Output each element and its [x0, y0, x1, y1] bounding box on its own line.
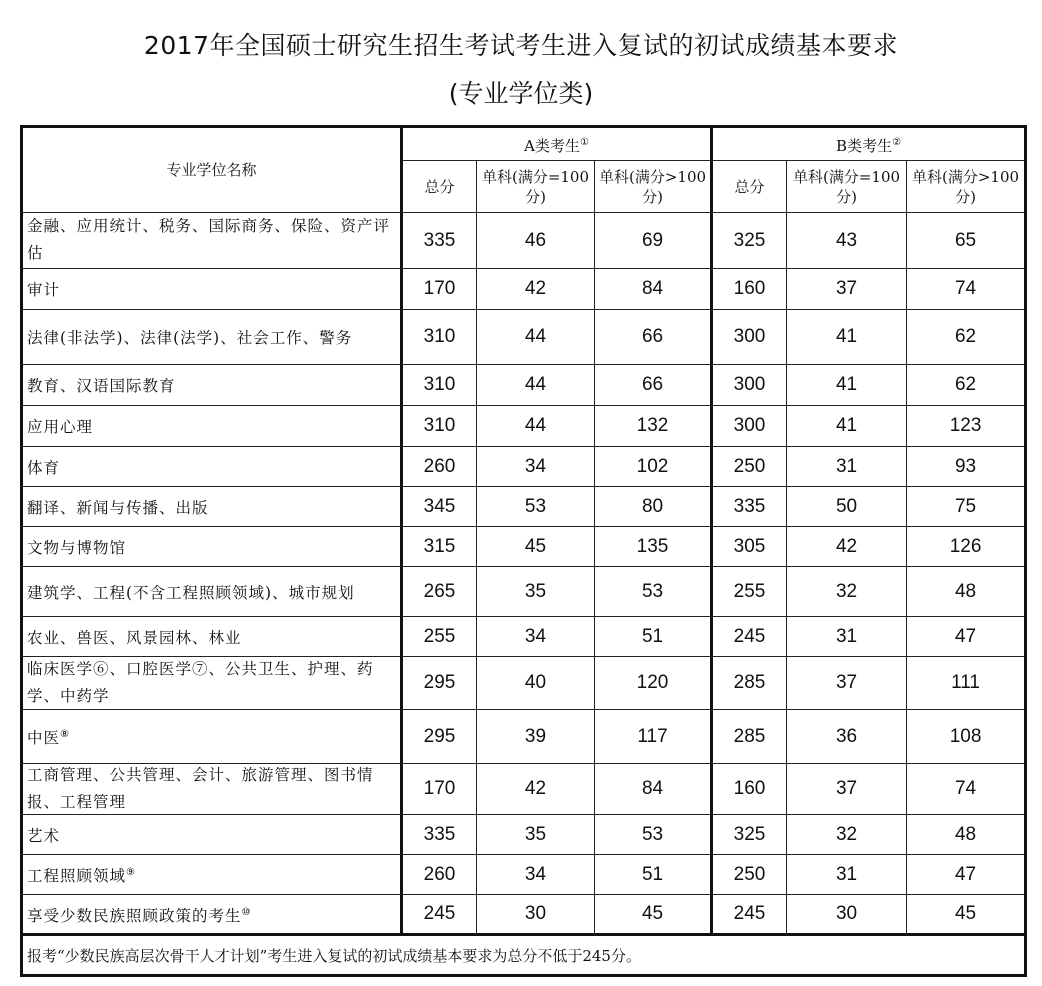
header-name: 专业学位名称	[22, 127, 402, 213]
table-row	[22, 855, 1026, 895]
cell-a-single-gt100: 45	[595, 895, 712, 935]
table-row	[22, 447, 1026, 487]
cell-a-single-gt100: 51	[595, 617, 712, 657]
cell-b-single-gt100: 108	[907, 710, 1026, 764]
cell-b-total: 335	[712, 487, 787, 527]
cell-b-total: 285	[712, 710, 787, 764]
cell-b-total: 255	[712, 567, 787, 617]
cell-b-single-100: 32	[787, 815, 907, 855]
row-name-text: 文物与博物馆	[27, 539, 127, 558]
footer-note: 报考“少数民族高层次骨干人才计划”考生进入复试的初试成绩基本要求为总分不低于245分。	[22, 935, 1026, 976]
cell-a-single-gt100: 51	[595, 855, 712, 895]
cell-b-total: 160	[712, 764, 787, 815]
row-name-text: 体育	[27, 459, 61, 478]
cell-b-total: 250	[712, 447, 787, 487]
cell-a-total: 335	[402, 815, 477, 855]
row-name	[22, 406, 402, 447]
row-name	[22, 567, 402, 617]
row-name	[22, 310, 402, 365]
header-a-single-gt100: 单科(满分>100分)	[595, 161, 712, 213]
cell-b-single-gt100: 74	[907, 269, 1026, 310]
row-name	[22, 855, 402, 895]
row-name	[22, 710, 402, 764]
cell-b-single-100: 32	[787, 567, 907, 617]
table-row	[22, 895, 1026, 935]
header-b-single-100: 单科(满分=100分)	[787, 161, 907, 213]
cell-b-single-gt100: 47	[907, 617, 1026, 657]
cell-a-single-gt100: 117	[595, 710, 712, 764]
cell-a-single-gt100: 120	[595, 657, 712, 710]
cell-b-single-100: 37	[787, 269, 907, 310]
cell-a-total: 345	[402, 487, 477, 527]
row-name-text: 建筑学、工程(不含工程照顾领域)、城市规划	[27, 584, 355, 603]
cell-b-total: 285	[712, 657, 787, 710]
row-name	[22, 269, 402, 310]
cell-a-single-100: 30	[477, 895, 595, 935]
cell-a-total: 170	[402, 269, 477, 310]
cell-a-total: 310	[402, 406, 477, 447]
cell-b-total: 325	[712, 213, 787, 269]
cell-a-single-gt100: 66	[595, 310, 712, 365]
cell-a-total: 310	[402, 310, 477, 365]
cell-b-single-gt100: 75	[907, 487, 1026, 527]
cell-b-single-100: 43	[787, 213, 907, 269]
cell-b-total: 325	[712, 815, 787, 855]
group-b-note: ②	[892, 136, 902, 148]
row-name-text: 金融、应用统计、税务、国际商务、保险、资产评估	[27, 217, 391, 263]
cell-a-total: 170	[402, 764, 477, 815]
cell-b-single-gt100: 93	[907, 447, 1026, 487]
cell-b-single-100: 41	[787, 365, 907, 406]
cell-a-single-100: 44	[477, 406, 595, 447]
cell-a-single-gt100: 53	[595, 567, 712, 617]
table-row	[22, 764, 1026, 815]
cell-a-single-100: 53	[477, 487, 595, 527]
row-name	[22, 764, 402, 815]
cell-b-single-gt100: 126	[907, 527, 1026, 567]
table-row	[22, 365, 1026, 406]
table-row	[22, 567, 1026, 617]
cell-b-single-100: 31	[787, 447, 907, 487]
row-name	[22, 447, 402, 487]
table-row	[22, 310, 1026, 365]
row-name	[22, 657, 402, 710]
cell-b-single-100: 37	[787, 764, 907, 815]
table-row	[22, 657, 1026, 710]
row-name-text: 工商管理、公共管理、会计、旅游管理、图书情报、工程管理	[27, 766, 374, 812]
table-row	[22, 269, 1026, 310]
cell-a-single-100: 35	[477, 815, 595, 855]
table-row	[22, 617, 1026, 657]
cell-a-single-100: 44	[477, 365, 595, 406]
cell-a-single-gt100: 102	[595, 447, 712, 487]
cell-a-single-gt100: 69	[595, 213, 712, 269]
cell-b-single-gt100: 62	[907, 310, 1026, 365]
row-name	[22, 895, 402, 935]
cell-b-total: 300	[712, 406, 787, 447]
row-name	[22, 815, 402, 855]
cell-b-total: 305	[712, 527, 787, 567]
row-name	[22, 527, 402, 567]
header-group-b	[712, 127, 1026, 161]
table-row	[22, 815, 1026, 855]
cell-a-total: 295	[402, 710, 477, 764]
table-row	[22, 213, 1026, 269]
cell-a-total: 315	[402, 527, 477, 567]
cell-a-single-gt100: 132	[595, 406, 712, 447]
cell-a-single-gt100: 66	[595, 365, 712, 406]
header-b-total: 总分	[712, 161, 787, 213]
row-name-text: 法律(非法学)、法律(法学)、社会工作、警务	[27, 329, 353, 348]
cell-a-single-100: 42	[477, 269, 595, 310]
cell-a-single-gt100: 84	[595, 269, 712, 310]
row-name-text: 农业、兽医、风景园林、林业	[27, 629, 242, 648]
row-name-text: 审计	[27, 281, 61, 300]
document-subtitle: (专业学位类)	[448, 79, 594, 108]
cell-b-total: 300	[712, 365, 787, 406]
group-b-label: B类考生	[836, 136, 893, 155]
group-a-note: ①	[579, 136, 589, 148]
cell-b-total: 250	[712, 855, 787, 895]
cell-b-single-100: 41	[787, 406, 907, 447]
row-name	[22, 617, 402, 657]
cell-a-single-gt100: 84	[595, 764, 712, 815]
cell-a-single-100: 40	[477, 657, 595, 710]
cell-b-total: 300	[712, 310, 787, 365]
row-name-text: 中医	[27, 729, 61, 748]
row-name-text: 应用心理	[27, 418, 94, 437]
cell-b-single-100: 50	[787, 487, 907, 527]
header-b-single-gt100: 单科(满分>100分)	[907, 161, 1026, 213]
cell-a-single-100: 34	[477, 855, 595, 895]
table-row	[22, 406, 1026, 447]
cell-a-total: 245	[402, 895, 477, 935]
row-name-text: 享受少数民族照顾政策的考生	[27, 906, 242, 925]
row-name-text: 工程照顾领域	[27, 867, 127, 886]
cell-a-single-gt100: 53	[595, 815, 712, 855]
cell-b-single-100: 37	[787, 657, 907, 710]
cell-b-total: 245	[712, 895, 787, 935]
cell-a-total: 310	[402, 365, 477, 406]
cell-b-single-100: 41	[787, 310, 907, 365]
table-row	[22, 527, 1026, 567]
cell-b-single-gt100: 65	[907, 213, 1026, 269]
cell-a-single-100: 44	[477, 310, 595, 365]
cell-a-single-gt100: 80	[595, 487, 712, 527]
cell-b-single-gt100: 74	[907, 764, 1026, 815]
cell-a-single-100: 46	[477, 213, 595, 269]
header-a-single-100: 单科(满分=100分)	[477, 161, 595, 213]
group-a-label: A类考生	[524, 136, 580, 155]
cell-b-single-100: 36	[787, 710, 907, 764]
cell-a-total: 295	[402, 657, 477, 710]
cell-b-single-100: 30	[787, 895, 907, 935]
cell-a-single-100: 34	[477, 447, 595, 487]
cell-a-single-gt100: 135	[595, 527, 712, 567]
cell-a-total: 260	[402, 447, 477, 487]
score-requirements-table	[20, 125, 1027, 977]
row-name-text: 临床医学⑥、口腔医学⑦、公共卫生、护理、药学、中药学	[27, 659, 374, 706]
cell-b-single-gt100: 48	[907, 815, 1026, 855]
document-title: 2017年全国硕士研究生招生考试考生进入复试的初试成绩基本要求	[143, 31, 899, 60]
table-row	[22, 710, 1026, 764]
cell-b-single-100: 31	[787, 855, 907, 895]
cell-b-single-gt100: 45	[907, 895, 1026, 935]
row-name	[22, 213, 402, 269]
cell-b-total: 245	[712, 617, 787, 657]
cell-a-total: 255	[402, 617, 477, 657]
row-note: ⑧	[60, 728, 70, 740]
cell-a-single-100: 39	[477, 710, 595, 764]
row-note: ⑩	[241, 906, 252, 918]
row-name	[22, 365, 402, 406]
cell-a-total: 260	[402, 855, 477, 895]
row-name-text: 翻译、新闻与传播、出版	[27, 499, 209, 518]
row-note: ⑨	[126, 867, 136, 879]
cell-b-single-gt100: 123	[907, 406, 1026, 447]
cell-a-single-100: 35	[477, 567, 595, 617]
table-row	[22, 487, 1026, 527]
cell-b-single-gt100: 48	[907, 567, 1026, 617]
cell-a-total: 265	[402, 567, 477, 617]
cell-a-single-100: 42	[477, 764, 595, 815]
cell-b-single-100: 42	[787, 527, 907, 567]
row-name	[22, 487, 402, 527]
cell-b-single-gt100: 62	[907, 365, 1026, 406]
cell-b-single-gt100: 111	[907, 657, 1026, 710]
cell-b-total: 160	[712, 269, 787, 310]
cell-b-single-100: 31	[787, 617, 907, 657]
row-name-text: 艺术	[27, 827, 61, 846]
cell-b-single-gt100: 47	[907, 855, 1026, 895]
header-a-total: 总分	[402, 161, 477, 213]
cell-a-single-100: 45	[477, 527, 595, 567]
cell-a-total: 335	[402, 213, 477, 269]
cell-a-single-100: 34	[477, 617, 595, 657]
header-group-a	[402, 127, 712, 161]
row-name-text: 教育、汉语国际教育	[27, 377, 176, 396]
